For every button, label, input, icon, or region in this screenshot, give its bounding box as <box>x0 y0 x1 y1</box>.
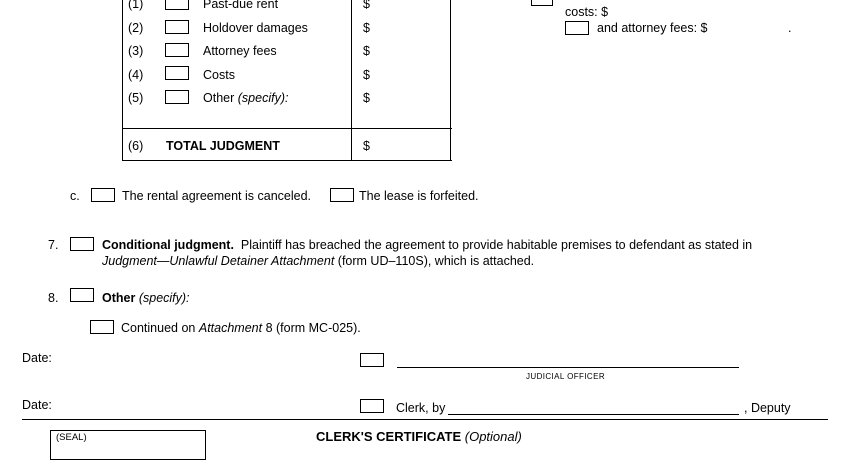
row-1-number: (1) <box>128 0 144 11</box>
other-label: Other <box>102 291 136 305</box>
continued-prefix: Continued on <box>121 321 196 335</box>
footer-rule <box>22 419 828 420</box>
other-specify-label: (specify): <box>138 291 190 305</box>
continued-attachment-label <box>121 321 361 335</box>
item-8-label <box>102 291 190 305</box>
item-c-letter: c. <box>70 189 80 203</box>
continued-attachment-word: Attachment <box>198 321 263 335</box>
row-3-number: (3) <box>128 44 144 58</box>
clerk-certificate-label: CLERK'S CERTIFICATE <box>316 429 462 444</box>
judicial-officer-signature-line <box>397 367 739 368</box>
item-7-line1 <box>102 238 752 252</box>
judicial-officer-caption: JUDICIAL OFFICER <box>526 372 605 381</box>
item-7-number: 7. <box>48 238 59 252</box>
row-4-label: Costs <box>203 68 235 82</box>
costs-label: costs: $ <box>565 5 609 19</box>
row-1-dollar: $ <box>363 0 370 11</box>
conditional-judgment-label: Conditional judgment. <box>102 238 234 252</box>
row-5-checkbox[interactable] <box>165 90 189 104</box>
conditional-judgment-checkbox[interactable] <box>70 237 94 251</box>
total-label: TOTAL JUDGMENT <box>166 139 280 153</box>
row-4-number: (4) <box>128 68 144 82</box>
other-checkbox[interactable] <box>70 288 94 302</box>
row-5-label-text: Other <box>203 91 235 105</box>
item-8-number: 8. <box>48 291 59 305</box>
row-5-label-specify: (specify): <box>237 91 289 105</box>
row-5-number: (5) <box>128 91 144 105</box>
row-3-checkbox[interactable] <box>165 43 189 57</box>
clerk-by-label: Clerk, by <box>396 401 446 415</box>
item-7-form-reference: Judgment—Unlawful Detainer Attachment <box>102 254 335 268</box>
total-dollar: $ <box>363 139 370 153</box>
clerk-certificate-optional: (Optional) <box>464 429 522 444</box>
row-2-number: (2) <box>128 21 144 35</box>
table-middle-divider <box>351 0 352 161</box>
item-7-line2 <box>102 254 534 268</box>
row-5-label <box>203 91 288 105</box>
table-total-top-line <box>122 128 452 129</box>
lease-forfeited-checkbox[interactable] <box>330 188 354 202</box>
seal-label: (SEAL) <box>56 432 87 443</box>
date-label-2: Date: <box>22 398 52 412</box>
attorney-fees-period: . <box>788 21 792 35</box>
table-bottom-line <box>122 160 452 161</box>
clerk-checkbox[interactable] <box>360 399 384 413</box>
row-4-checkbox[interactable] <box>165 66 189 80</box>
row-3-label: Attorney fees <box>203 44 277 58</box>
right-top-checkbox[interactable] <box>531 0 553 6</box>
attorney-fees-label: and attorney fees: $ <box>597 21 708 35</box>
total-number: (6) <box>128 139 144 153</box>
attorney-fees-checkbox[interactable] <box>565 21 589 35</box>
date-label-1: Date: <box>22 351 52 365</box>
row-2-checkbox[interactable] <box>165 20 189 34</box>
lease-forfeited-label: The lease is forfeited. <box>359 189 479 203</box>
clerk-certificate-title <box>316 429 522 444</box>
deputy-label: , Deputy <box>744 401 791 415</box>
rental-agreement-canceled-checkbox[interactable] <box>91 188 115 202</box>
row-2-label: Holdover damages <box>203 21 308 35</box>
item-7-text2: (form UD–110S), which is attached. <box>337 254 535 268</box>
row-1-checkbox[interactable] <box>165 0 189 10</box>
row-3-dollar: $ <box>363 44 370 58</box>
judicial-officer-checkbox[interactable] <box>360 353 384 367</box>
table-left-border <box>122 0 123 161</box>
row-5-dollar: $ <box>363 91 370 105</box>
continued-attachment-checkbox[interactable] <box>90 320 114 334</box>
rental-agreement-canceled-label: The rental agreement is canceled. <box>122 189 311 203</box>
row-1-label: Past-due rent <box>203 0 279 11</box>
row-2-dollar: $ <box>363 21 370 35</box>
continued-suffix: 8 (form MC-025). <box>265 321 361 335</box>
row-4-dollar: $ <box>363 68 370 82</box>
item-7-text1: Plaintiff has breached the agreement to provide habitable premises to defendant as stated in <box>240 238 753 252</box>
table-right-border <box>450 0 451 161</box>
clerk-signature-line <box>448 414 739 415</box>
